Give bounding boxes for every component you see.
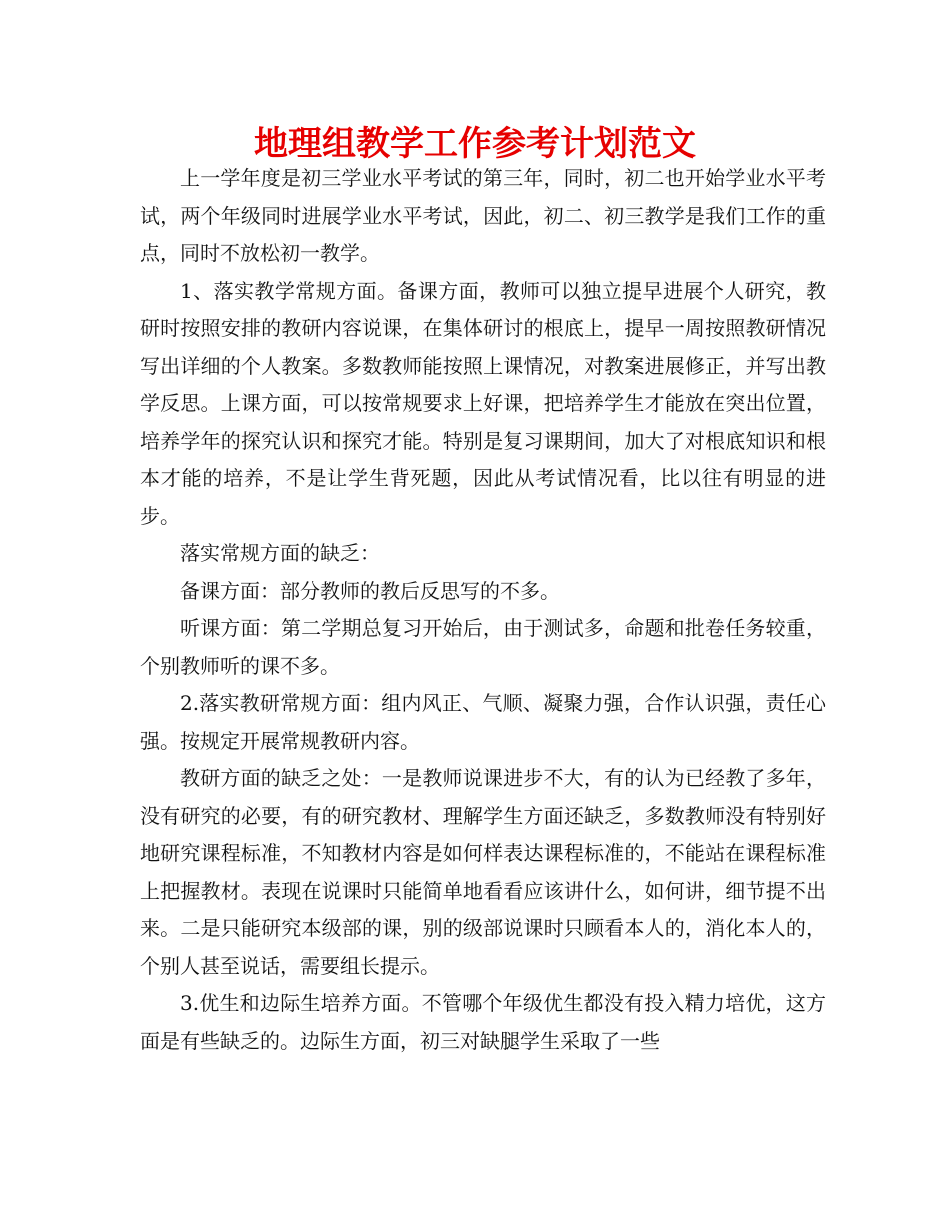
document-title: 地理组教学工作参考计划范文 bbox=[254, 124, 696, 164]
paragraph-top-students: 3.优生和边际生培养方面。不管哪个年级优生都没有投入精力培优，这方面是有些缺乏的。边际生方面，初三对缺腿学生采取了一些 bbox=[140, 991, 826, 1053]
paragraph-routine-shortcomings: 落实常规方面的缺乏： bbox=[180, 541, 380, 565]
paragraph-intro: 上一学年度是初三学业水平考试的第三年，同时，初二也开始学业水平考试，两个年级同时进展学业水平考试，因此，初二、初三教学是我们工作的重点，同时不放松初一教学。 bbox=[140, 166, 826, 265]
paragraph-research-routine: 2.落实教研常规方面：组内风正、气顺、凝聚力强，合作认识强，责任心强。按规定开展常规教研内容。 bbox=[140, 691, 826, 753]
paragraph-lesson-prep: 备课方面：部分教师的教后反思写的不多。 bbox=[180, 578, 560, 603]
paragraph-teaching-routine: 1、落实教学常规方面。备课方面，教师可以独立提早进展个人研究，教研时按照安排的教研内容说课，在集体研讨的根底上，提早一周按照教研情况写出详细的个人教案。多数教师能按照上课情况，对教案进展修正，并写出教学反思。上课方面，可以按常规要求上好课，把培养学生才能放在突出位置，培养学年的探究认识和探究才能。特别是复习课期间，加大了对根底知识和根本才能的培养，不是让学生背死题，因此从考试情况看，比以往有明显的进步。 bbox=[140, 278, 826, 528]
paragraph-observation: 听课方面：第二学期总复习开始后，由于测试多，命题和批卷任务较重，个别教师听的课不多。 bbox=[140, 616, 826, 678]
paragraph-research-shortcomings: 教研方面的缺乏之处：一是教师说课进步不大，有的认为已经教了多年，没有研究的必要，有的研究教材、理解学生方面还缺乏，多数教师没有特别好地研究课程标准，不知教材内容是如何样表达课程标准的，不能站在课程标准上把握教材。表现在说课时只能简单地看看应该讲什么，如何讲，细节提不出来。二是只能研究本级部的课，别的级部说课时只顾看本人的，消化本人的，个别人甚至说话，需要组长提示。 bbox=[140, 766, 826, 978]
document-body bbox=[140, 160, 826, 1060]
